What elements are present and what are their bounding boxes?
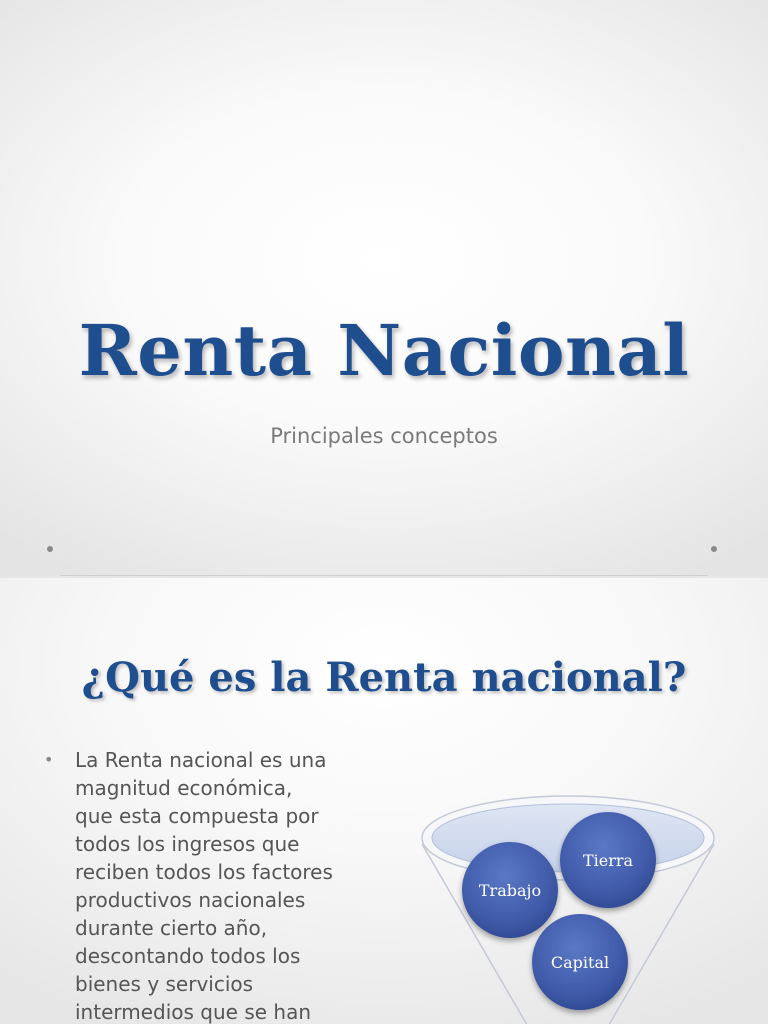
- bullet-line: reciben todos los factores: [75, 860, 333, 884]
- bullet-item: [44, 746, 384, 1024]
- main-title: Renta Nacional: [78, 309, 690, 392]
- circle-trabajo: [462, 842, 558, 938]
- bullet-line: descontando todos los: [75, 944, 301, 968]
- bullet-line: todos los ingresos que: [75, 832, 300, 856]
- bullet-line: durante cierto año,: [75, 916, 268, 940]
- bullet-line: bienes y servicios: [75, 972, 254, 996]
- content-slide: [0, 578, 768, 1024]
- funnel-diagram: [418, 794, 718, 1024]
- slide-title: ¿Qué es la Renta nacional?: [81, 654, 687, 701]
- circle-label-trabajo: Trabajo: [478, 881, 542, 900]
- circle-tierra: [560, 812, 656, 908]
- slide-divider: [60, 575, 708, 576]
- circle-label-tierra: Tierra: [582, 851, 634, 870]
- subtitle: Principales conceptos: [270, 424, 498, 448]
- bullet-dot-left-icon: [47, 546, 53, 552]
- bullet-line: magnitud económica,: [75, 776, 293, 800]
- bullet-marker-icon: •: [44, 750, 54, 769]
- bullet-line: productivos nacionales: [75, 888, 306, 912]
- bullet-line: La Renta nacional es una: [75, 748, 327, 772]
- bullet-line: que esta compuesta por: [75, 804, 319, 828]
- circle-label-capital: Capital: [550, 953, 610, 972]
- bullet-dot-right-icon: [711, 546, 717, 552]
- bullet-list: [44, 746, 384, 1024]
- circle-capital: [532, 914, 628, 1010]
- bullet-line: intermedios que se han: [75, 1000, 312, 1024]
